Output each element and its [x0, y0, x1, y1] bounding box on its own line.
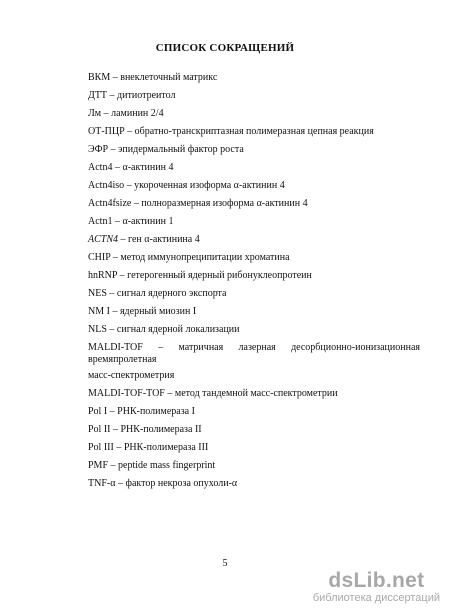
abbreviation: Pol II: [88, 424, 111, 435]
abbreviation-entry: [88, 162, 420, 174]
separator: –: [108, 144, 119, 155]
definition: метод тандемной масс-спектрометрии: [174, 388, 338, 399]
abbreviation-entry: [88, 342, 420, 382]
abbreviation-entry: [88, 234, 420, 246]
abbreviation-entry: [88, 144, 420, 156]
abbreviation-entry: [88, 442, 420, 454]
definition: эпидермальный фактор роста: [118, 144, 244, 155]
separator: –: [108, 460, 119, 471]
definition: дитиотреитол: [117, 90, 176, 101]
separator: –: [106, 324, 117, 335]
abbreviation-entry: [88, 460, 420, 472]
abbreviation: Actn4: [88, 162, 113, 173]
abbreviation-entry: [88, 424, 420, 436]
abbreviation: PMF: [88, 460, 109, 471]
separator: –: [106, 288, 117, 299]
definition: матричная лазерная десорбционно-ионизационная времяпролетная: [88, 342, 420, 365]
abbreviation-entry: [88, 126, 420, 138]
abbreviation: Actn1: [88, 216, 113, 227]
abbreviation-entry: [88, 406, 420, 418]
definition: α-актинин 1: [122, 216, 174, 227]
abbreviation-entry: [88, 252, 420, 264]
separator: –: [112, 162, 123, 173]
abbreviation-entry: [88, 90, 420, 102]
definition: РНК-полимераза II: [120, 424, 202, 435]
separator: –: [124, 180, 135, 191]
definition: α-актинин 4: [122, 162, 174, 173]
separator: –: [101, 108, 112, 119]
abbreviation: Actn4iso: [88, 180, 125, 191]
watermark-brand: dsLib.net: [328, 569, 425, 592]
abbreviation-entry: [88, 198, 420, 210]
separator: –: [107, 90, 118, 101]
definition: peptide mass fingerprint: [118, 460, 216, 471]
separator: –: [112, 216, 123, 227]
separator: –: [113, 442, 124, 453]
abbreviation-entry: [88, 288, 420, 300]
definition: сигнал ядерного экспорта: [116, 288, 227, 299]
definition: укороченная изоформа α-актинин 4: [134, 180, 285, 191]
definition: РНК-полимераза III: [123, 442, 209, 453]
abbreviation-entry: [88, 72, 420, 84]
definition: ген α-актинина 4: [128, 234, 200, 245]
separator: –: [110, 72, 121, 83]
abbreviation-entry: [88, 216, 420, 228]
definition: фактор некроза опухоли-α: [125, 478, 238, 489]
definition: сигнал ядерной локализации: [116, 324, 240, 335]
abbreviation: ACTN4: [88, 234, 119, 245]
definition-continuation: масс-спектрометрия: [88, 370, 175, 381]
definition: РНК-полимераза I: [117, 406, 195, 417]
definition: метод иммунопреципитации хроматина: [120, 252, 290, 263]
separator: –: [109, 306, 120, 317]
separator: –: [115, 478, 126, 489]
abbreviation: ОТ-ПЦР: [88, 126, 125, 137]
separator: –: [124, 126, 135, 137]
site-watermark: [313, 570, 440, 605]
abbreviation: hnRNP: [88, 270, 118, 281]
entry-first-line: [88, 342, 420, 366]
abbreviation: ДТТ: [88, 90, 108, 101]
separator: –: [131, 198, 142, 209]
abbreviation: Actn4fsize: [88, 198, 132, 209]
separator: –: [110, 252, 121, 263]
abbreviation: Лм: [88, 108, 102, 119]
separator: –: [164, 388, 175, 399]
document-title: СПИСОК СОКРАЩЕНИЙ: [155, 42, 295, 54]
definition: обратно-транскриптазная полимеразная цепная реакция: [134, 126, 374, 137]
abbreviation-entry: [88, 270, 420, 282]
separator: –: [142, 342, 179, 353]
separator: –: [110, 424, 121, 435]
abbreviation: Pol III: [88, 442, 114, 453]
abbreviation-list: [88, 72, 420, 490]
abbreviation: CHIP: [88, 252, 111, 263]
watermark-subtitle: библиотека диссертаций: [312, 592, 440, 604]
abbreviation: ЭФР: [88, 144, 109, 155]
page-number: 5: [222, 558, 228, 569]
separator: –: [117, 270, 128, 281]
abbreviation-entry: [88, 180, 420, 192]
abbreviation: NES: [88, 288, 107, 299]
definition: внеклеточный матрикс: [120, 72, 218, 83]
abbreviation: ВКМ: [88, 72, 111, 83]
definition: гетерогенный ядерный рибонуклеопротеин: [127, 270, 312, 281]
separator: –: [107, 406, 118, 417]
abbreviation: MALDI-TOF: [88, 342, 143, 353]
abbreviation-entry: [88, 324, 420, 336]
definition: ламинин 2/4: [111, 108, 164, 119]
abbreviation: MALDI-TOF-TOF: [88, 388, 165, 399]
abbreviation-entry: [88, 306, 420, 318]
abbreviation: Pol I: [88, 406, 108, 417]
definition: ядерный миозин I: [119, 306, 197, 317]
abbreviation: NLS: [88, 324, 107, 335]
definition: полноразмерная изоформа α-актинин 4: [141, 198, 308, 209]
abbreviation-entry: [88, 108, 420, 120]
abbreviation: TNF-α: [88, 478, 116, 489]
abbreviation: NM I: [88, 306, 110, 317]
abbreviation-entry: [88, 388, 420, 400]
abbreviation-entry: [88, 478, 420, 490]
separator: –: [118, 234, 129, 245]
